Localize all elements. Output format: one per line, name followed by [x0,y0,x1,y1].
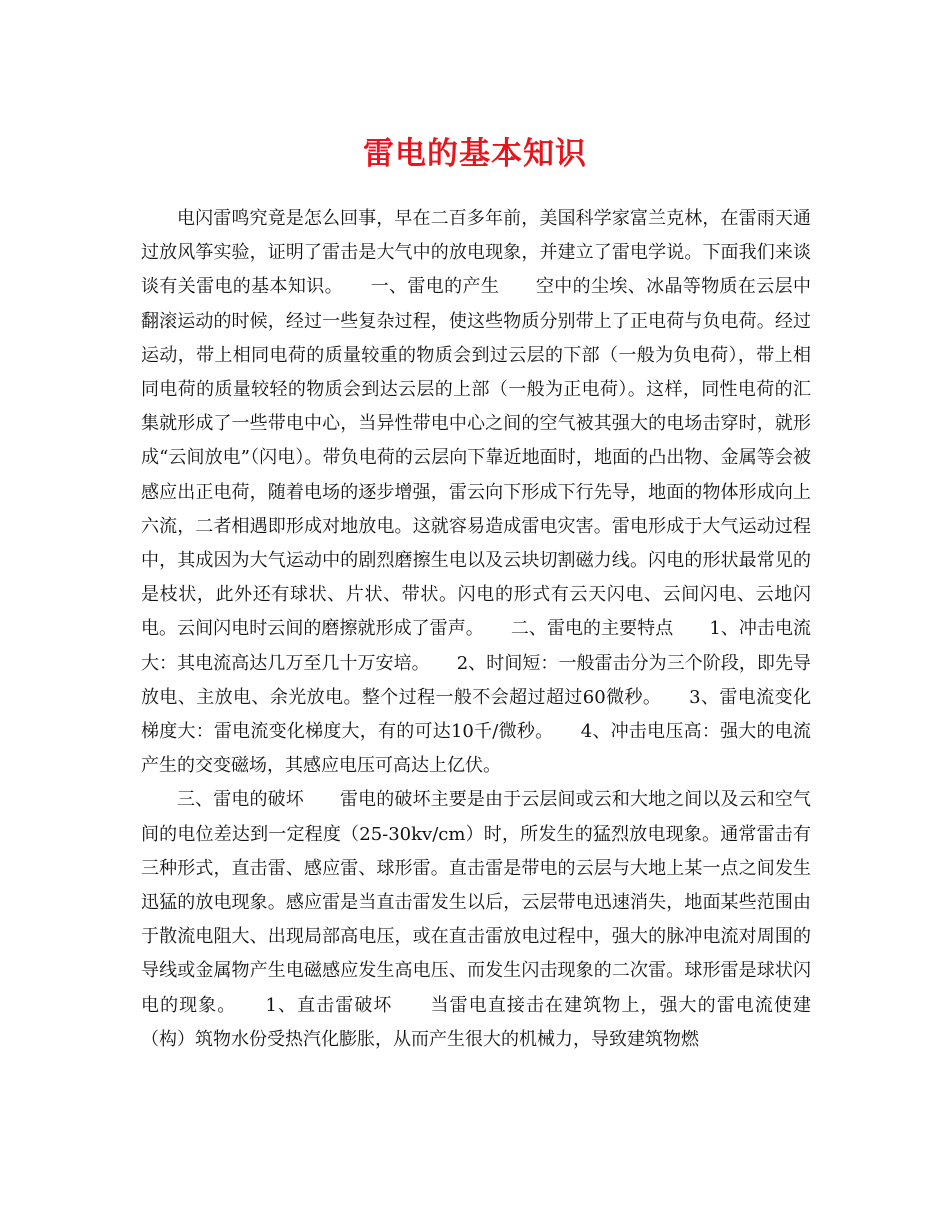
document-title: 雷电的基本知识 [363,136,587,172]
body-paragraph-2: 三、雷电的破坏 雷电的破坏主要是由于云层间或云和大地之间以及云和空气间的电位差达到一定程度（25-30kv/cm）时，所发生的猛烈放电现象。通常雷击有三种形式，直击雷、感应雷、球形雷。直击雷是带电的云层与大地上某一点之间发生迅猛的放电现象。感应雷是当直击雷发生以后，云层带电迅速消失，地面某些范围由于散流电阻大、出现局部高电压，或在直击雷放电过程中，强大的脉冲电流对周围的导线或金属物产生电磁感应发生高电压、而发生闪击现象的二次雷。球形雷是球状闪电的现象。 1、直击雷破坏 当雷电直接击在建筑物上，强大的雷电流使建（构）筑物水份受热汽化膨胀，从而产生很大的机械力，导致建筑物燃 [141,789,811,1050]
body-paragraph-1: 电闪雷鸣究竟是怎么回事，早在二百多年前，美国科学家富兰克林，在雷雨天通过放风筝实验，证明了雷击是大气中的放电现象，并建立了雷电学说。下面我们来谈谈有关雷电的基本知识。 一、雷电的产生 空中的尘埃、冰晶等物质在云层中翻滚运动的时候，经过一些复杂过程，使这些物质分别带上了正电荷与负电荷。经过运动，带上相同电荷的质量较重的物质会到过云层的下部（一般为负电荷），带上相同电荷的质量较轻的物质会到达云层的上部（一般为正电荷）。这样，同性电荷的汇集就形成了一些带电中心，当异性带电中心之间的空气被其强大的电场击穿时，就形成“云间放电”（闪电）。带负电荷的云层向下靠近地面时，地面的凸出物、金属等会被感应出正电荷，随着电场的逐步增强，雷云向下形成下行先导，地面的物体形成向上六流，二者相遇即形成对地放电。这就容易造成雷电灾害。雷电形成于大气运动过程中，其成因为大气运动中的剧烈磨擦生电以及云块切割磁力线。闪电的形状最常见的是枝状，此外还有球状、片状、带状。闪电的形式有云天闪电、云间闪电、云地闪电。云间闪电时云间的磨擦就形成了雷声。 二、雷电的主要特点 1、冲击电流大：其电流高达几万至几十万安培。 2、时间短：一般雷击分为三个阶段，即先导放电、主放电、余光放电。整个过程一般不会超过超过60微秒。 3、雷电流变化梯度大：雷电流变化梯度大，有的可达10千/微秒。 4、冲击电压高：强大的电流产生的交变磁场，其感应电压可高达上亿伏。 [141,208,811,777]
document-body [141,202,811,1057]
